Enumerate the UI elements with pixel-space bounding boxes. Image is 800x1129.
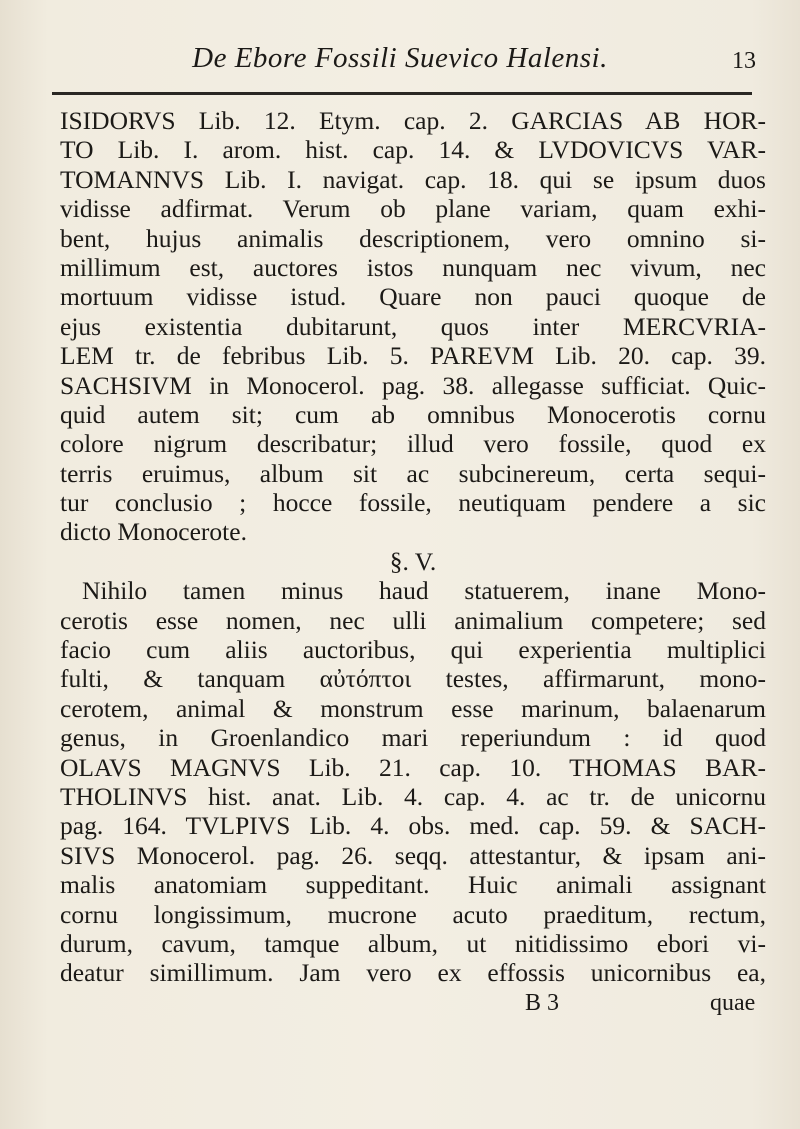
header-rule: [52, 92, 752, 95]
text-line: pag. 164. TVLPIVS Lib. 4. obs. med. cap. 59. & SACH-: [60, 811, 766, 841]
catchword: quae: [710, 989, 756, 1016]
page-number: 13: [732, 48, 756, 74]
text-line: malis anatomiam suppeditant. Huic animali assignant: [60, 870, 766, 900]
text-line: durum, cavum, tamque album, ut nitidissimo ebori vi-: [60, 928, 766, 958]
text-line: TOMANNVS Lib. I. navigat. cap. 18. qui se ipsum duos: [60, 164, 766, 194]
text-line: SACHSIVM in Monocerol. pag. 38. allegasse sufficiat. Quic-: [60, 370, 766, 400]
text-line: ejus existentia dubitarunt, quos inter MERCVRIA-: [60, 311, 766, 341]
text-line: mortuum vidisse istud. Quare non pauci quoque de: [60, 282, 766, 312]
text-line: Nihilo tamen minus haud statuerem, inane Mono-: [82, 576, 766, 606]
text-line: THOLINVS hist. anat. Lib. 4. cap. 4. ac tr. de unicornu: [60, 781, 766, 811]
text-line: dicto Monocerote.: [60, 517, 247, 547]
page-header: [0, 42, 800, 82]
text-line: ISIDORVS Lib. 12. Etym. cap. 2. GARCIAS AB HOR-: [60, 106, 766, 135]
text-line: colore nigrum describatur; illud vero fossile, quod ex: [60, 429, 766, 459]
text-line: facio cum aliis auctoribus, qui experientia multiplici: [60, 635, 766, 665]
text-line: terris eruimus, album sit ac subcinereum, certa sequi-: [60, 458, 766, 488]
text-line: fulti, & tanquam αὐτόπτοι testes, affirmarunt, mono-: [60, 664, 766, 694]
text-line: tur conclusio ; hocce fossile, neutiquam pendere a sic: [60, 488, 766, 518]
text-line: OLAVS MAGNVS Lib. 21. cap. 10. THOMAS BAR-: [60, 752, 766, 782]
body-text: [60, 106, 766, 1018]
text-line: bent, hujus animalis descriptionem, vero omnino si-: [60, 223, 766, 253]
text-line: TO Lib. I. arom. hist. cap. 14. & LVDOVICVS VAR-: [60, 135, 766, 165]
signature-mark: B 3: [525, 989, 560, 1016]
text-line: SIVS Monocerol. pag. 26. seqq. attestantur, & ipsam ani-: [60, 840, 766, 870]
text-line: cerotis esse nomen, nec ulli animalium competere; sed: [60, 605, 766, 635]
running-title: De Ebore Fossili Suevico Halensi.: [192, 42, 608, 74]
text-line: cerotem, animal & monstrum esse marinum, balaenarum: [60, 693, 766, 723]
page-footer: [60, 988, 766, 1018]
text-line: quid autem sit; cum ab omnibus Monocerotis cornu: [60, 399, 766, 429]
text-line: millimum est, auctores istos nunquam nec vivum, nec: [60, 252, 766, 282]
text-line: deatur simillimum. Jam vero ex effossis unicornibus ea,: [60, 958, 766, 988]
text-line: genus, in Groenlandico mari reperiundum : id quod: [60, 723, 766, 753]
text-line: cornu longissimum, mucrone acuto praeditum, rectum,: [60, 899, 766, 929]
text-line: vidisse adfirmat. Verum ob plane variam, quam exhi-: [60, 194, 766, 224]
section-heading: §. V.: [389, 546, 437, 576]
text-line: LEM tr. de febribus Lib. 5. PAREVM Lib. 20. cap. 39.: [60, 341, 766, 371]
